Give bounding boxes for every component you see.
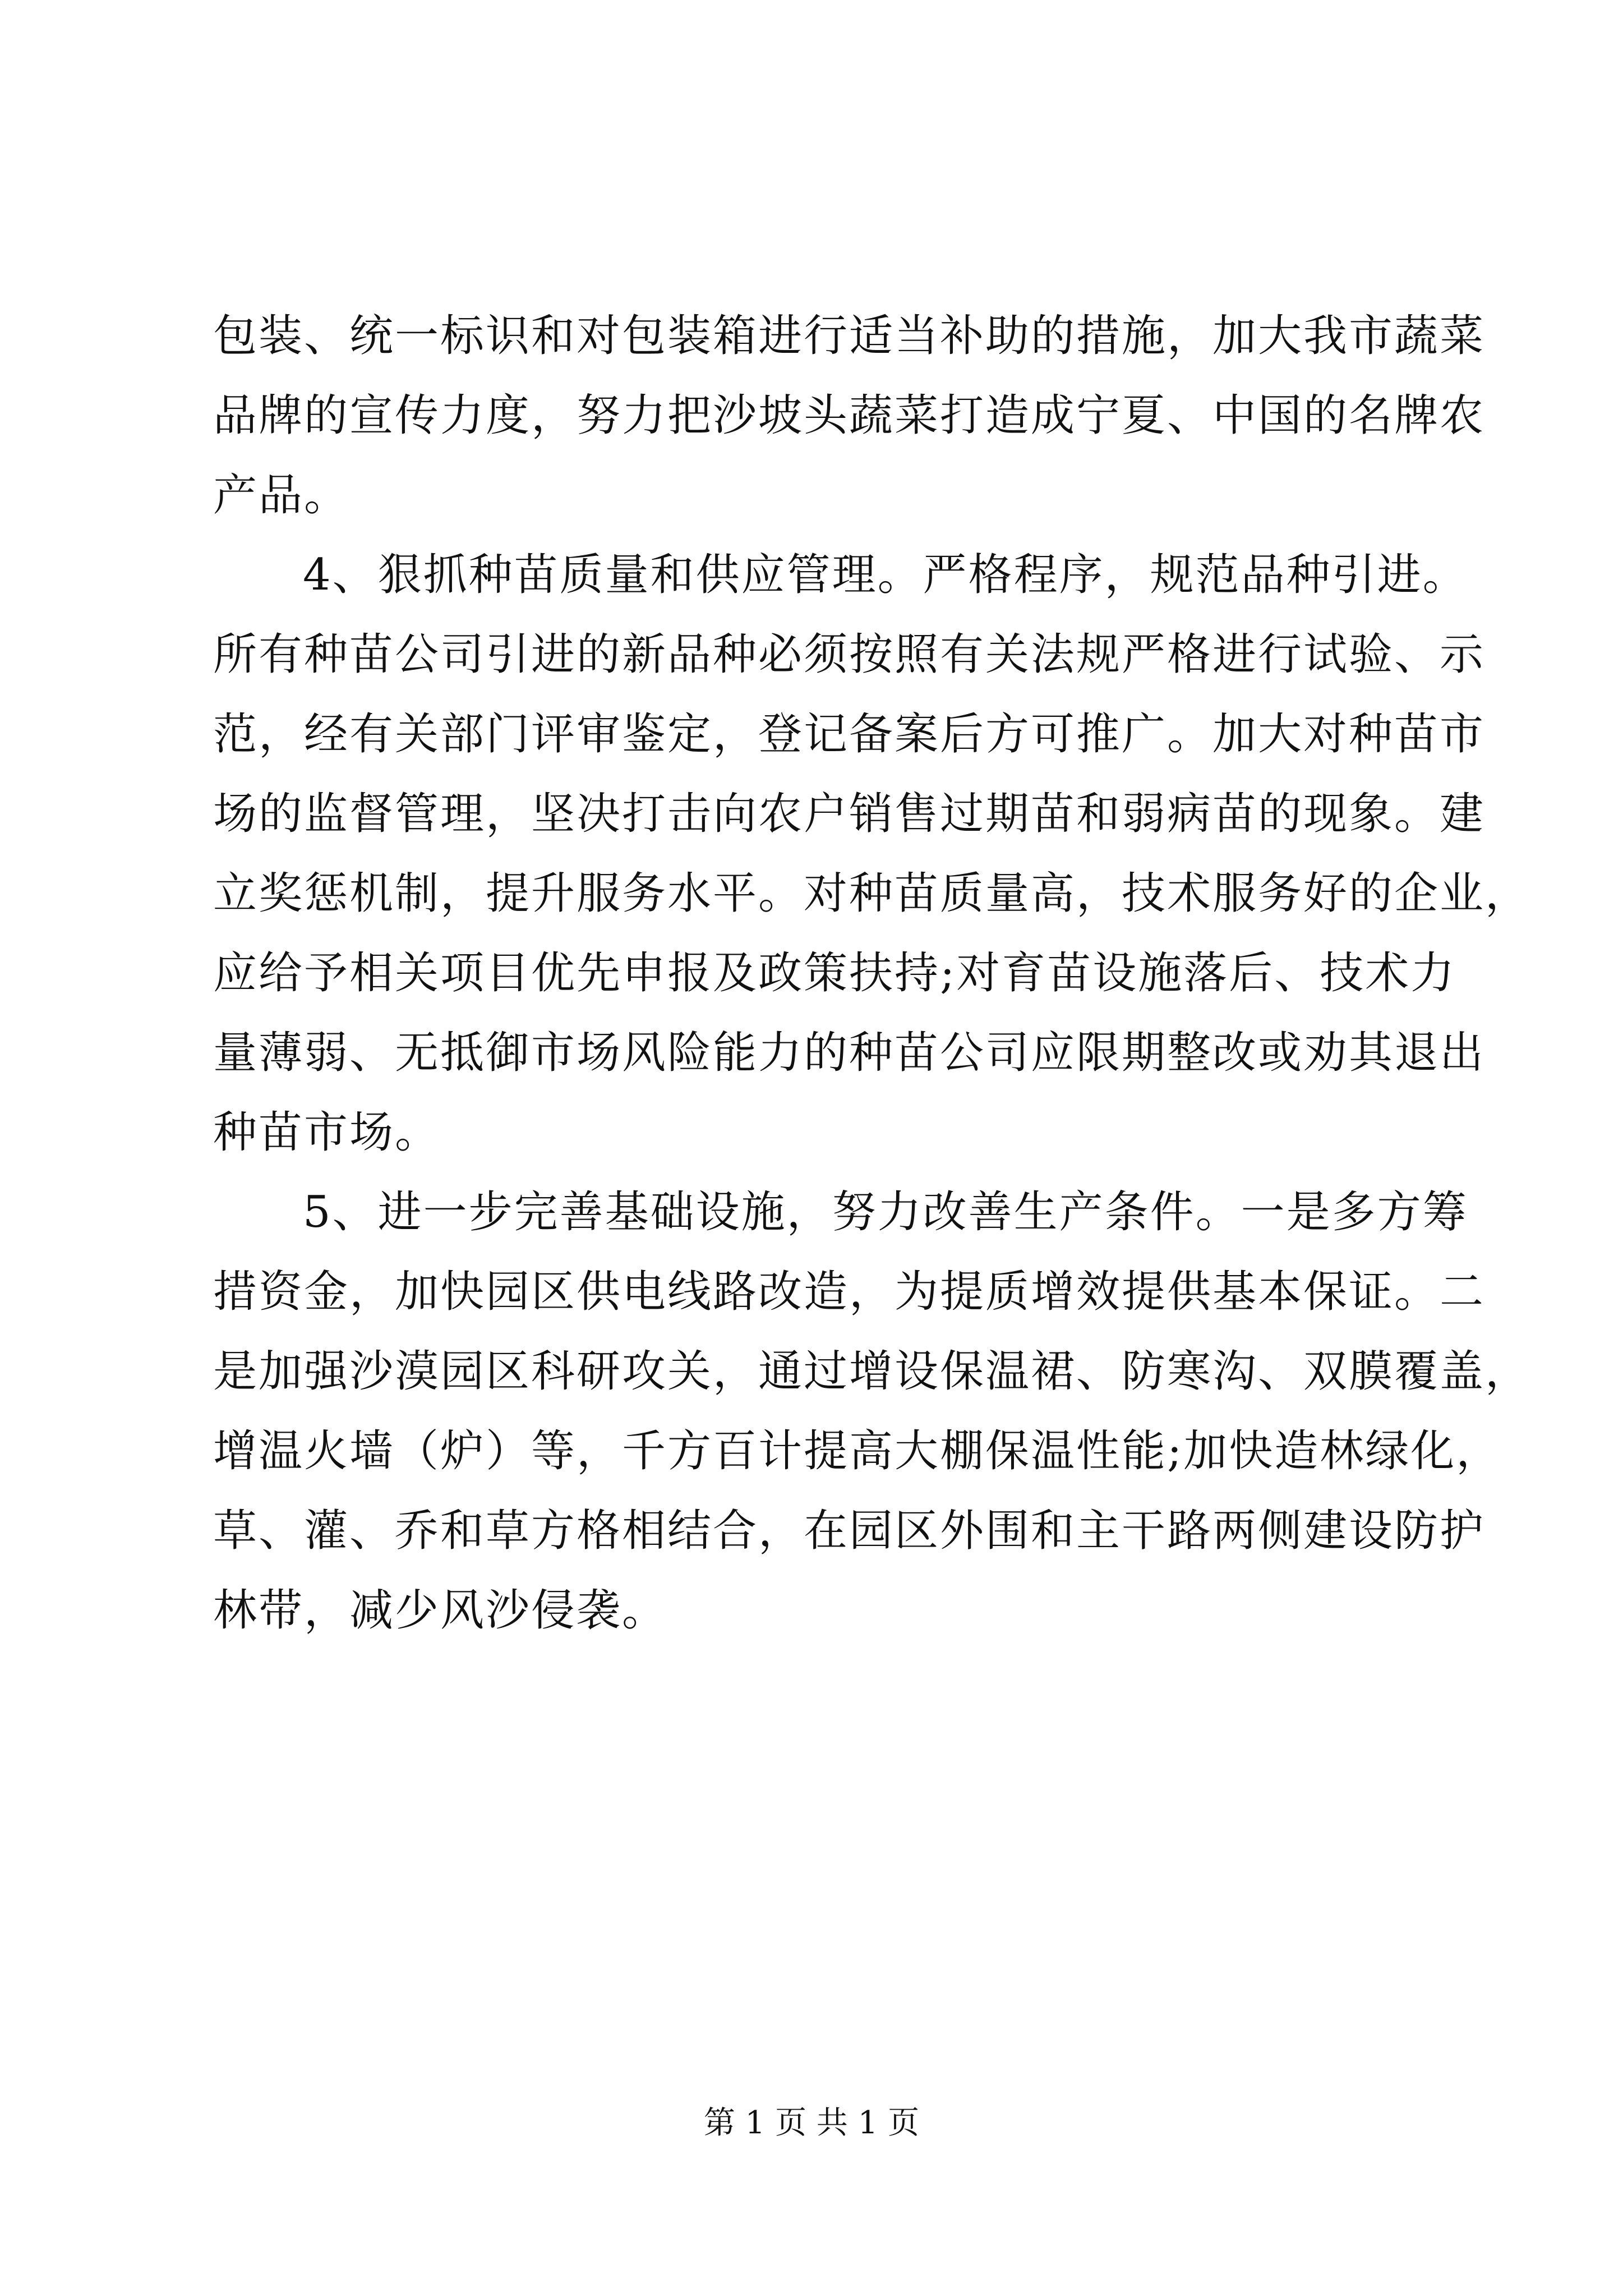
text-line: 场的监督管理，坚决打击向农户销售过期苗和弱病苗的现象。建 bbox=[213, 789, 1486, 839]
text-line: 产品。 bbox=[213, 470, 350, 521]
text-line: 种苗市场。 bbox=[213, 1107, 441, 1158]
text-line: 草、灌、乔和草方格相结合，在园区外围和主干路两侧建设防护 bbox=[213, 1506, 1486, 1556]
text-line: 增温火墙（炉）等，千方百计提高大棚保温性能;加快造林绿化， bbox=[213, 1426, 1502, 1476]
text-line: 应给予相关项目优先申报及政策扶持;对育苗设施落后、技术力 bbox=[213, 948, 1456, 999]
text-line: 是加强沙漠园区科研攻关，通过增设保温裙、防寒沟、双膜覆盖， bbox=[213, 1346, 1531, 1397]
document-body bbox=[213, 296, 1531, 1650]
paragraph-start-line: 4、狠抓种苗质量和供应管理。严格程序，规范品种引进。 bbox=[303, 550, 1468, 600]
text-line: 范，经有关部门评审鉴定，登记备案后方可推广。加大对种苗市 bbox=[213, 709, 1486, 760]
text-line: 所有种苗公司引进的新品种必须按照有关法规严格进行试验、示 bbox=[213, 629, 1486, 680]
text-line: 品牌的宣传力度，努力把沙坡头蔬菜打造成宁夏、中国的名牌农 bbox=[213, 390, 1486, 441]
text-line: 量薄弱、无抵御市场风险能力的种苗公司应限期整改或劝其退出 bbox=[213, 1028, 1486, 1078]
text-line: 措资金，加快园区供电线路改造，为提质增效提供基本保证。二 bbox=[213, 1267, 1486, 1317]
text-line: 立奖惩机制，提升服务水平。对种苗质量高，技术服务好的企业， bbox=[213, 868, 1531, 919]
paragraph-start-line: 5、进一步完善基础设施，努力改善生产条件。一是多方筹 bbox=[303, 1187, 1468, 1237]
text-line: 包装、统一标识和对包装箱进行适当补助的措施，加大我市蔬菜 bbox=[213, 311, 1486, 361]
text-line: 林带，减少风沙侵袭。 bbox=[213, 1585, 668, 1636]
page-number-footer: 第 1 页 共 1 页 bbox=[703, 2105, 920, 2141]
